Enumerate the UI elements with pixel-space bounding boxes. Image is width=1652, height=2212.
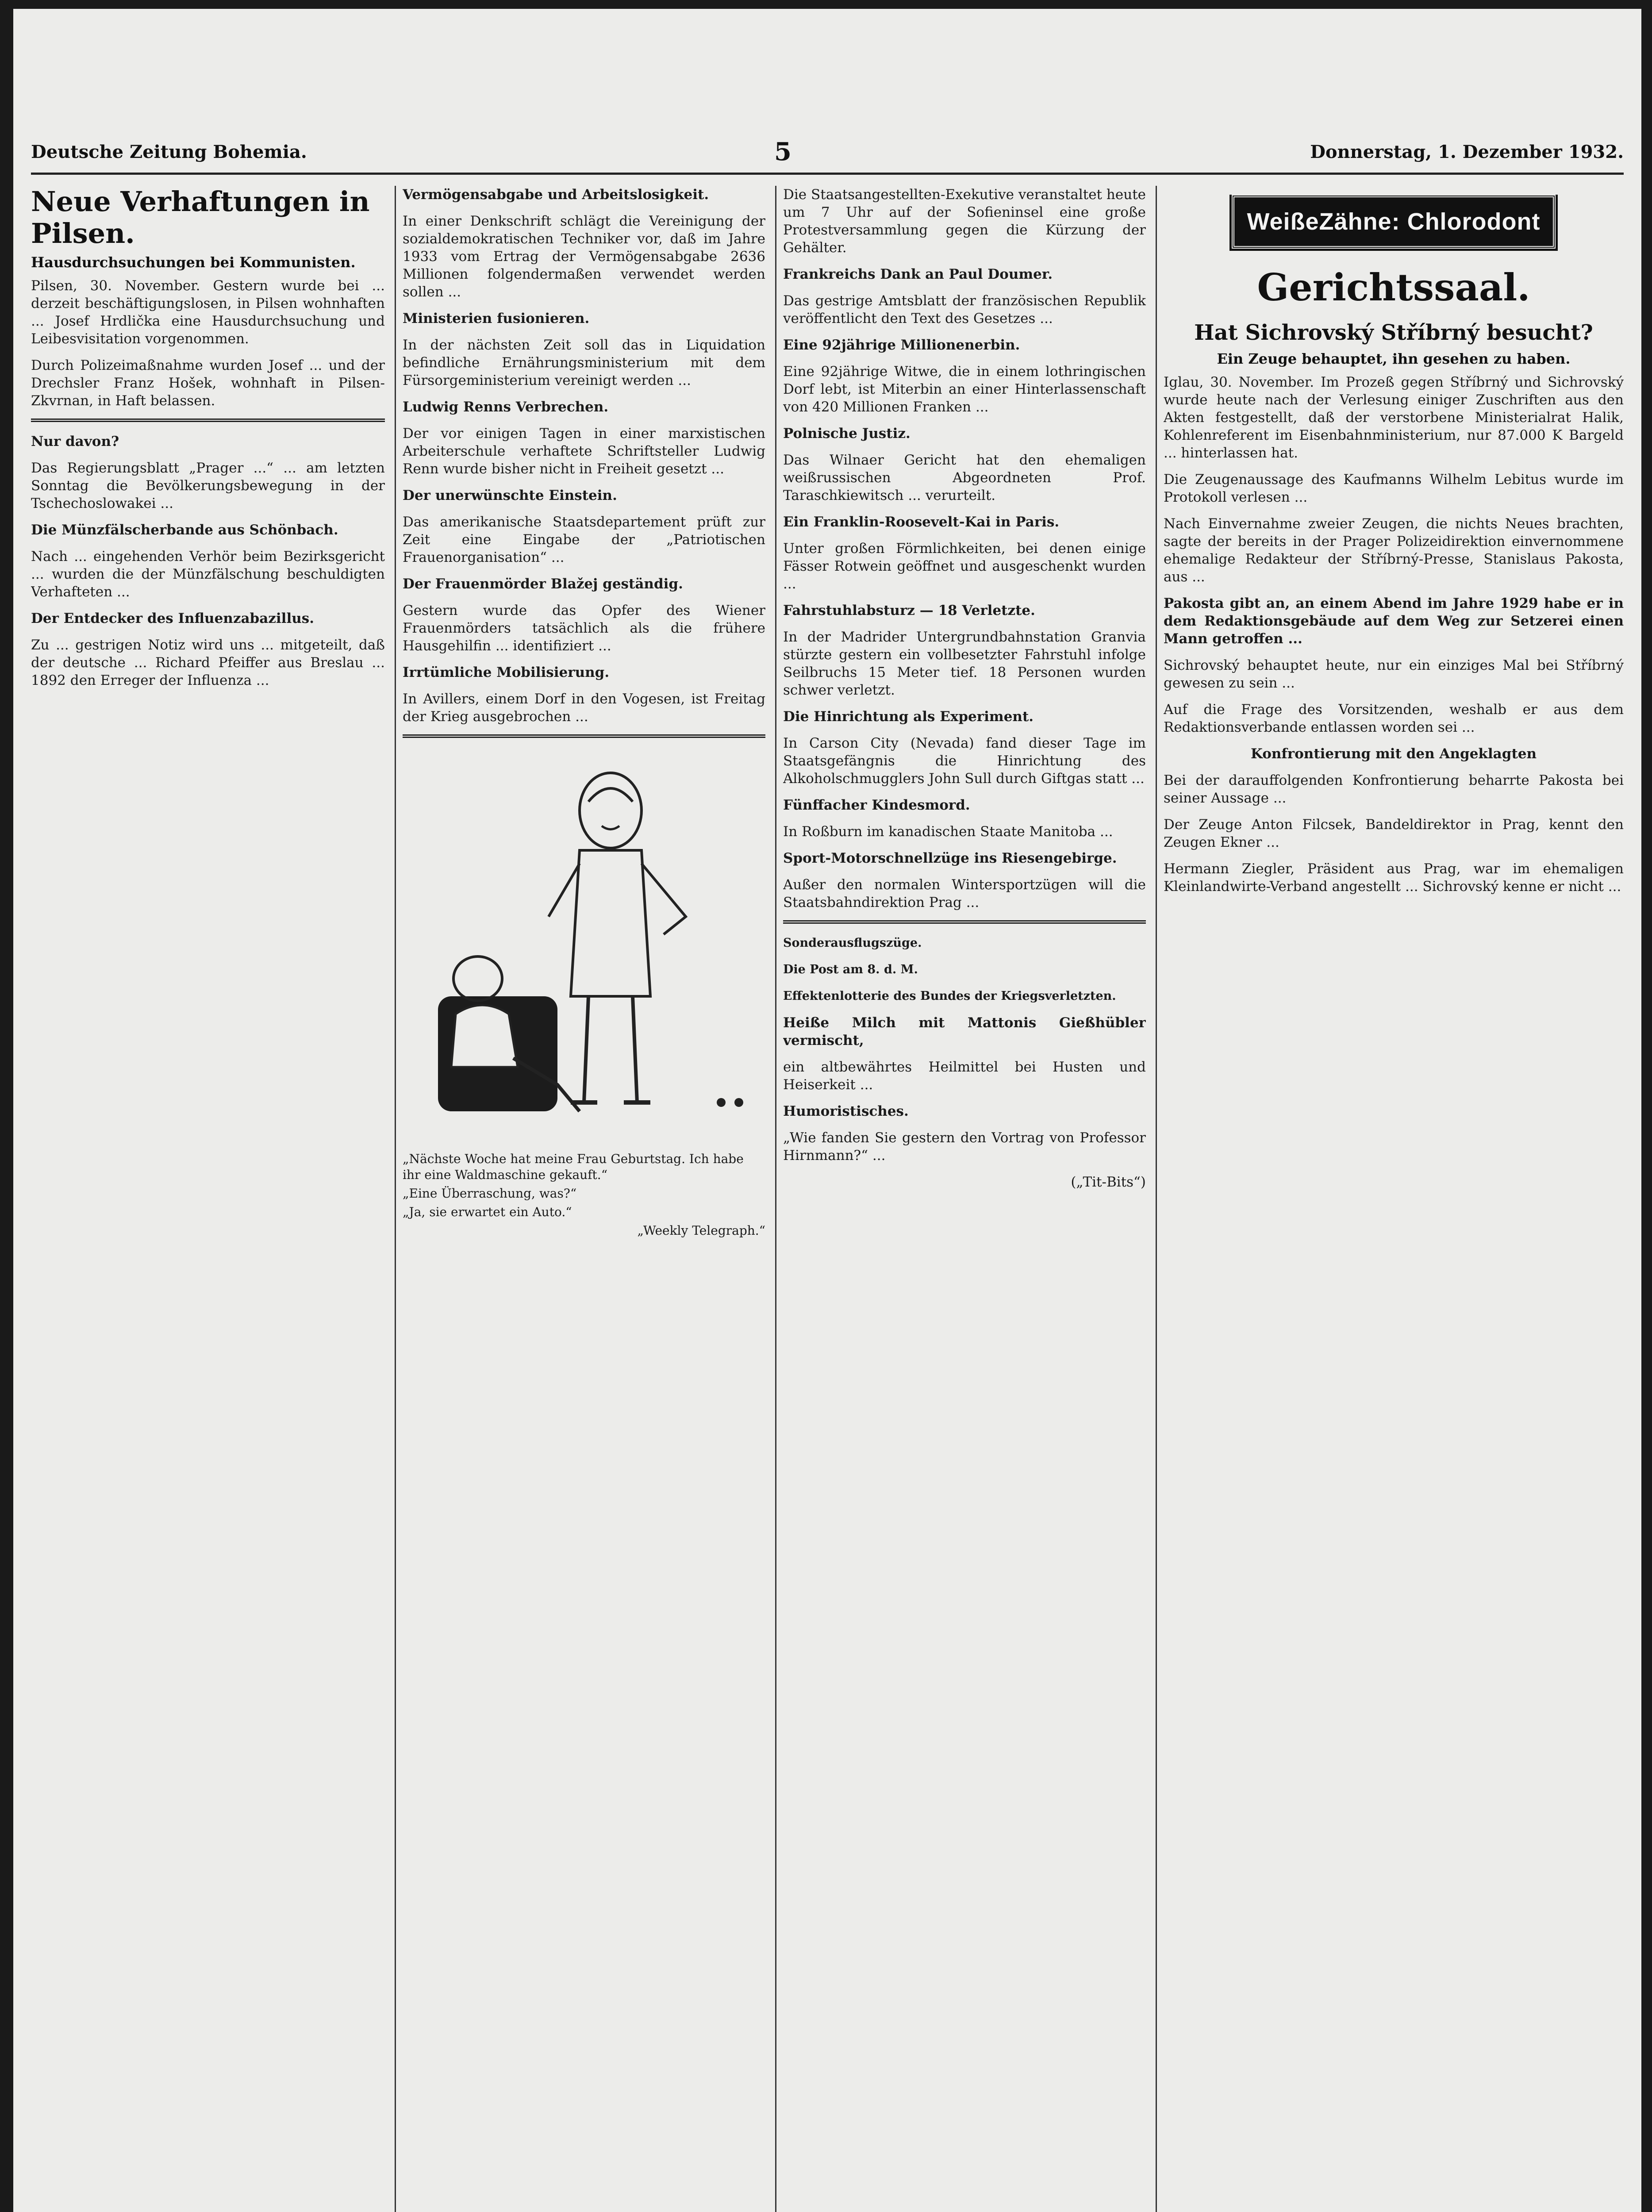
section-divider [403, 734, 765, 738]
article-paragraph-emphasis: Pakosta gibt an, an einem Abend im Jahre 1929 habe er in dem Redaktionsgebäude auf dem Weg zur Setzerei einen Mann getroffen ... [1164, 595, 1624, 647]
section-divider [783, 920, 1146, 924]
article-paragraph: Gestern wurde das Opfer des Wiener Frauenmörders tatsächlich als die frühere Hausgehilfin ... identifiziert ... [403, 603, 765, 654]
article-heading: Vermögensabgabe und Arbeitslosigkeit. [403, 187, 709, 203]
article-heading: Eine 92jährige Millionenerbin. [783, 337, 1020, 353]
header-paper-name: Deutsche Zeitung Bohemia. [31, 142, 307, 162]
article-paragraph: Nach ... eingehenden Verhör beim Bezirksgericht ... wurden die der Münzfälschung beschuldigten Verhafteten ... [31, 549, 385, 600]
cartoon-drawing [403, 749, 765, 1147]
cartoon-caption: „Nächste Woche hat meine Frau Geburtstag. Ich habe ihr eine Waldmaschine gekauft.“ [403, 1152, 744, 1182]
cartoon-source: „Weekly Telegraph.“ [637, 1223, 765, 1238]
article-paragraph: Bei der darauffolgenden Konfrontierung beharrte Pakosta bei seiner Aussage ... [1164, 772, 1624, 806]
article-paragraph: Nach Einvernahme zweier Zeugen, die nichts Neues brachten, sagte der bereits in der Prager Polizeidirektion einvernommene ehemalige Redakteur der Stříbrný-Presse, Stanislaus Pakosta, aus ... [1164, 516, 1624, 585]
article-heading: Humoristisches. [783, 1103, 909, 1119]
article-source: („Tit-Bits“) [1071, 1174, 1146, 1190]
article-paragraph: Sichrovský behauptet heute, nur ein einziges Mal bei Stříbrný gewesen zu sein ... [1164, 657, 1624, 691]
article-heading: Die Münzfälscherbande aus Schönbach. [31, 522, 338, 538]
article-heading: Fünffacher Kindesmord. [783, 797, 970, 813]
column-4 [1164, 195, 1624, 2212]
article-paragraph: In der nächsten Zeit soll das in Liquidation befindliche Ernährungsministerium mit dem Fürsorgeministerium vereinigt werden ... [403, 337, 765, 388]
article-paragraph: Zu ... gestrigen Notiz wird uns ... mitgeteilt, daß der deutsche ... Richard Pfeiffer aus Breslau ... 1892 den Erreger der Influenza ... [31, 637, 385, 688]
article-paragraph: In Avillers, einem Dorf in den Vogesen, ist Freitag der Krieg ausgebrochen ... [403, 691, 765, 725]
article-heading: Der unerwünschte Einstein. [403, 488, 617, 503]
article-paragraph: Der vor einigen Tagen in einer marxistischen Arbeiterschule verhaftete Schriftsteller Ludwig Renn wurde bisher nicht in Freiheit gesetzt ... [403, 426, 765, 477]
article-paragraph: Das Wilnaer Gericht hat den ehemaligen weißrussischen Abgeordneten Prof. Taraschkiewitsch ... verurteilt. [783, 452, 1146, 503]
article-heading: Ministerien fusionieren. [403, 311, 590, 326]
article-heading: Heiße Milch mit Mattonis Gießhübler vermischt, [783, 1015, 1146, 1048]
article-paragraph: Die Staatsangestellten-Exekutive veranstaltet heute um 7 Uhr auf der Sofieninsel eine große Protestversammlung gegen die Kürzung der Gehälter. [783, 187, 1146, 256]
article-paragraph: Hermann Ziegler, Präsident aus Prag, war im ehemaligen Kleinlandwirte-Verband angestellt ... Sichrovský kenne er nicht ... [1164, 861, 1624, 895]
article-paragraph: Auf die Frage des Vorsitzenden, weshalb er aus dem Redaktionsverbande entlassen worden sei ... [1164, 702, 1624, 735]
column-3 [783, 186, 1146, 2212]
column-rule [775, 186, 776, 2212]
article-heading: Der Entdecker des Influenzabazillus. [31, 611, 315, 626]
article-heading: Irrtümliche Mobilisierung. [403, 664, 610, 680]
article-paragraph: Das Regierungsblatt „Prager ...“ ... am letzten Sonntag die Bevölkerungsbewegung in der Tschechoslowakei ... [31, 460, 385, 511]
header-page-number: 5 [774, 137, 791, 166]
article-paragraph: In der Madrider Untergrundbahnstation Granvia stürzte gestern ein vollbesetzter Fahrstuhl infolge Seilbruchs 15 Meter tief. 18 Personen wurden schwer verletzt. [783, 629, 1146, 698]
article-paragraph: Das gestrige Amtsblatt der französischen Republik veröffentlicht den Text des Gesetzes ... [783, 293, 1146, 326]
article-heading: Ein Franklin-Roosevelt-Kai in Paris. [783, 514, 1060, 530]
section-title-gerichtssaal: Gerichtssaal. [1257, 265, 1530, 309]
cartoon-caption: „Eine Überraschung, was?“ [403, 1186, 577, 1201]
article-heading: Effektenlotterie des Bundes der Kriegsverletzten. [783, 989, 1116, 1003]
column-2 [403, 186, 765, 2212]
header-date: Donnerstag, 1. Dezember 1932. [1310, 142, 1624, 162]
article-heading: Die Hinrichtung als Experiment. [783, 709, 1034, 725]
article-heading: Die Post am 8. d. M. [783, 963, 918, 976]
article-paragraph: In Carson City (Nevada) fand dieser Tage im Staatsgefängnis die Hinrichtung des Alkoholschmugglers John Sull durch Giftgas statt ... [783, 735, 1146, 787]
column-1 [31, 186, 385, 2212]
article-heading: Sport-Motorschnellzüge ins Riesengebirge. [783, 850, 1117, 866]
article-title-trial: Hat Sichrovský Stříbrný besucht? [1194, 320, 1593, 345]
article-paragraph: Eine 92jährige Witwe, die in einem lothringischen Dorf lebt, ist Miterbin an einer Hinterlassenschaft von 420 Millionen Franken ... [783, 364, 1146, 415]
article-heading: Frankreichs Dank an Paul Doumer. [783, 266, 1053, 282]
article-paragraph: In Roßburn im kanadischen Staate Manitoba ... [783, 824, 1113, 840]
article-heading: Polnische Justiz. [783, 426, 911, 442]
article-heading: Nur davon? [31, 434, 119, 449]
advertisement-text: WeißeZähne: Chlorodont [1247, 208, 1541, 235]
chlorodont-advertisement [1232, 195, 1556, 249]
section-divider [31, 419, 385, 422]
article-paragraph: Iglau, 30. November. Im Prozeß gegen Stříbrný und Sichrovský wurde heute nach der Verlesung einiger Zuschriften aus den Akten festgestellt, daß der verstorbene Ministerialrat Halik, Kohlenreferent im Eisenbahnministerium, nur 87.000 K Bargeld ... hinterlassen hat. [1164, 374, 1624, 461]
cartoon-caption: „Ja, sie erwartet ein Auto.“ [403, 1205, 572, 1219]
article-heading: Sonderausflugszüge. [783, 936, 922, 950]
cartoon-illustration [403, 749, 765, 1239]
article-paragraph: Der Zeuge Anton Filcsek, Bandeldirektor in Prag, kennt den Zeugen Ekner ... [1164, 817, 1624, 850]
page-header [31, 137, 1624, 175]
article-paragraph: Das amerikanische Staatsdepartement prüft zur Zeit eine Eingabe der „Patriotischen Frauenorganisation“ ... [403, 514, 765, 565]
article-paragraph: Die Zeugenaussage des Kaufmanns Wilhelm Lebitus wurde im Protokoll verlesen ... [1164, 472, 1624, 505]
article-paragraph: Außer den normalen Wintersportzügen will die Staatsbahndirektion Prag ... [783, 877, 1146, 910]
article-paragraph: In einer Denkschrift schlägt die Vereinigung der sozialdemokratischen Techniker vor, daß im Jahre 1933 vom Ertrag der Vermögensabgabe 2636 Millionen folgendermaßen verwendet werden sollen ... [403, 213, 765, 300]
article-heading: Fahrstuhlabsturz — 18 Verletzte. [783, 603, 1035, 618]
article-title-pilsen: Neue Verhaftungen in Pilsen. [31, 186, 370, 250]
article-heading: Ludwig Renns Verbrechen. [403, 399, 609, 415]
newspaper-page [13, 9, 1641, 2212]
article-paragraph: Pilsen, 30. November. Gestern wurde bei ... derzeit beschäftigungslosen, in Pilsen wohnhaften ... Josef Hrdlička eine Hausdurchsuchung und Leibesvisitation vorgenommen. [31, 278, 385, 347]
column-rule [395, 186, 396, 2212]
article-paragraph: ein altbewährtes Heilmittel bei Husten und Heiserkeit ... [783, 1059, 1146, 1093]
article-paragraph: Durch Polizeimaßnahme wurden Josef ... und der Drechsler Franz Hošek, wohnhaft in Pilsen-Zkvrnan, in Haft belassen. [31, 357, 385, 409]
article-heading: Der Frauenmörder Blažej geständig. [403, 576, 683, 592]
article-paragraph: Unter großen Förmlichkeiten, bei denen einige Fässer Rotwein geöffnet und ausgeschenkt wurden ... [783, 541, 1146, 592]
article-subheading: Konfrontierung mit den Angeklagten [1250, 746, 1537, 762]
article-subtitle-pilsen: Hausdurchsuchungen bei Kommunisten. [31, 254, 356, 271]
article-paragraph: „Wie fanden Sie gestern den Vortrag von Professor Hirnmann?“ ... [783, 1130, 1146, 1164]
article-subtitle-trial: Ein Zeuge behauptet, ihn gesehen zu haben. [1217, 350, 1571, 367]
column-rule [1156, 186, 1157, 2212]
